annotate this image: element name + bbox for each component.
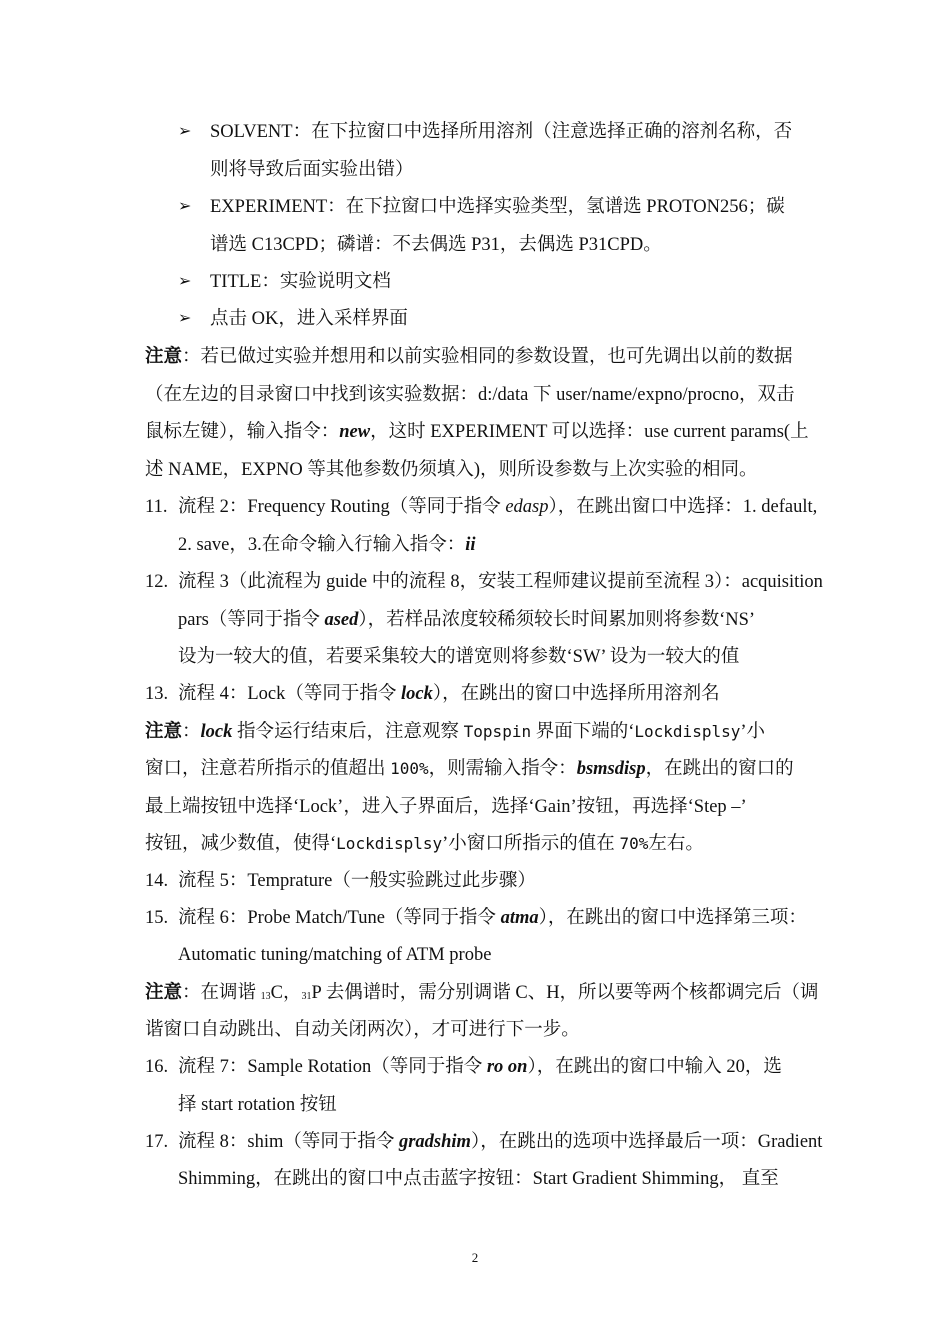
arrow-bullet-icon: ➢ bbox=[178, 310, 192, 327]
item11-line1: 流程 2：Frequency Routing（等同于指令 edasp），在跳出窗口中选择：1. default, bbox=[178, 497, 818, 517]
note-label: 注意 bbox=[145, 983, 183, 1003]
bullet-solvent-line2: 则将导致后面实验出错） bbox=[210, 160, 414, 180]
bullet-solvent-line1: SOLVENT：在下拉窗口中选择所用溶剂（注意选择正确的溶剂名称，否 bbox=[210, 122, 793, 142]
item-number: 15. bbox=[145, 908, 169, 928]
note2-line1: 注意：lock 指令运行结束后，注意观察 Topspin 界面下端的‘Lockdisplsy’小 bbox=[145, 722, 766, 742]
command-gradshim: gradshim bbox=[398, 1132, 471, 1152]
note1-line4: 述 NAME，EXPNO 等其他参数仍须填入)，则所设参数与上次实验的相同。 bbox=[145, 460, 758, 480]
command-atma: atma bbox=[500, 908, 539, 928]
item15-line2: Automatic tuning/matching of ATM probe bbox=[178, 945, 492, 965]
item11-line2: 2. save，3.在命令输入行输入指令：ii bbox=[178, 535, 476, 555]
note3-line1: 注意：在调谐 13C，31P 去偶谱时，需分别调谐 C、H，所以要等两个核都调完后（调 bbox=[145, 983, 819, 1003]
note1-line2: （在左边的目录窗口中找到该实验数据：d:/data 下 user/name/expno/procno，双击 bbox=[145, 385, 795, 405]
page-number: 2 bbox=[471, 1250, 479, 1265]
item-number: 13. bbox=[145, 684, 169, 704]
item16-line2: 择 start rotation 按钮 bbox=[178, 1095, 337, 1115]
item12-line3: 设为一较大的值，若要采集较大的谱宽则将参数‘SW’ 设为一较大的值 bbox=[178, 647, 740, 667]
item-number: 14. bbox=[145, 871, 169, 891]
command-ii: ii bbox=[465, 535, 476, 555]
note-label: 注意 bbox=[145, 347, 183, 367]
command-bsmsdisp: bsmsdisp bbox=[576, 759, 646, 779]
note2-line4: 按钮，减少数值，使得‘Lockdisplsy’小窗口所指示的值在 70%左右。 bbox=[145, 834, 704, 854]
item17-line1: 流程 8：shim（等同于指令 gradshim），在跳出的选项中选择最后一项：Gradient bbox=[178, 1132, 823, 1152]
arrow-bullet-icon: ➢ bbox=[178, 273, 192, 290]
command-new: new bbox=[339, 422, 371, 442]
note1-line1: 注意：若已做过实验并想用和以前实验相同的参数设置，也可先调出以前的数据 bbox=[145, 347, 793, 367]
item14-line1: 流程 5：Temprature（一般实验跳过此步骤） bbox=[178, 871, 536, 891]
item-number: 11. bbox=[145, 497, 168, 517]
item-number: 12. bbox=[145, 572, 169, 592]
note2-line2: 窗口，注意若所指示的值超出 100%，则需输入指令：bsmsdisp，在跳出的窗口的 bbox=[145, 759, 794, 779]
bullet-experiment-line2: 谱选 C13CPD；磷谱：不去偶选 P31，去偶选 P31CPD。 bbox=[210, 235, 662, 255]
item15-line1: 流程 6：Probe Match/Tune（等同于指令 atma），在跳出的窗口中选择第三项： bbox=[178, 908, 807, 928]
item13-line1: 流程 4：Lock（等同于指令 lock），在跳出的窗口中选择所用溶剂名 bbox=[178, 684, 720, 704]
command-lock: lock bbox=[401, 684, 433, 704]
command-lock: lock bbox=[200, 722, 233, 742]
command-ro-on: ro on bbox=[486, 1057, 528, 1077]
item17-line2: Shimming，在跳出的窗口中点击蓝字按钮：Start Gradient Shimming， 直至 bbox=[178, 1169, 779, 1189]
item-number: 16. bbox=[145, 1057, 169, 1077]
arrow-bullet-icon: ➢ bbox=[178, 123, 192, 140]
bullet-ok-line: 点击 OK，进入采样界面 bbox=[210, 309, 408, 329]
bullet-experiment-line1: EXPERIMENT：在下拉窗口中选择实验类型，氢谱选 PROTON256；碳 bbox=[210, 197, 785, 217]
note-label: 注意 bbox=[145, 722, 183, 742]
item16-line1: 流程 7：Sample Rotation（等同于指令 ro on），在跳出的窗口中输入 20，选 bbox=[178, 1057, 782, 1077]
command-ased: ased bbox=[324, 610, 359, 630]
bullet-title-line: TITLE：实验说明文档 bbox=[210, 272, 391, 292]
note3-line2: 谐窗口自动跳出、自动关闭两次），才可进行下一步。 bbox=[145, 1020, 580, 1040]
note2-line3: 最上端按钮中选择‘Lock’，进入子界面后，选择‘Gain’按钮，再选择‘Step –’ bbox=[145, 797, 747, 817]
item12-line2: pars（等同于指令 ased），若样品浓度较稀须较长时间累加则将参数‘NS’ bbox=[178, 610, 756, 630]
note1-line3: 鼠标左键），输入指令：new，这时 EXPERIMENT 可以选择：use current params(上 bbox=[145, 422, 809, 442]
item12-line1: 流程 3（此流程为 guide 中的流程 8，安装工程师建议提前至流程 3）：acquisition bbox=[178, 572, 823, 592]
arrow-bullet-icon: ➢ bbox=[178, 198, 192, 215]
command-edasp: edasp bbox=[505, 497, 549, 517]
item-number: 17. bbox=[145, 1132, 169, 1152]
